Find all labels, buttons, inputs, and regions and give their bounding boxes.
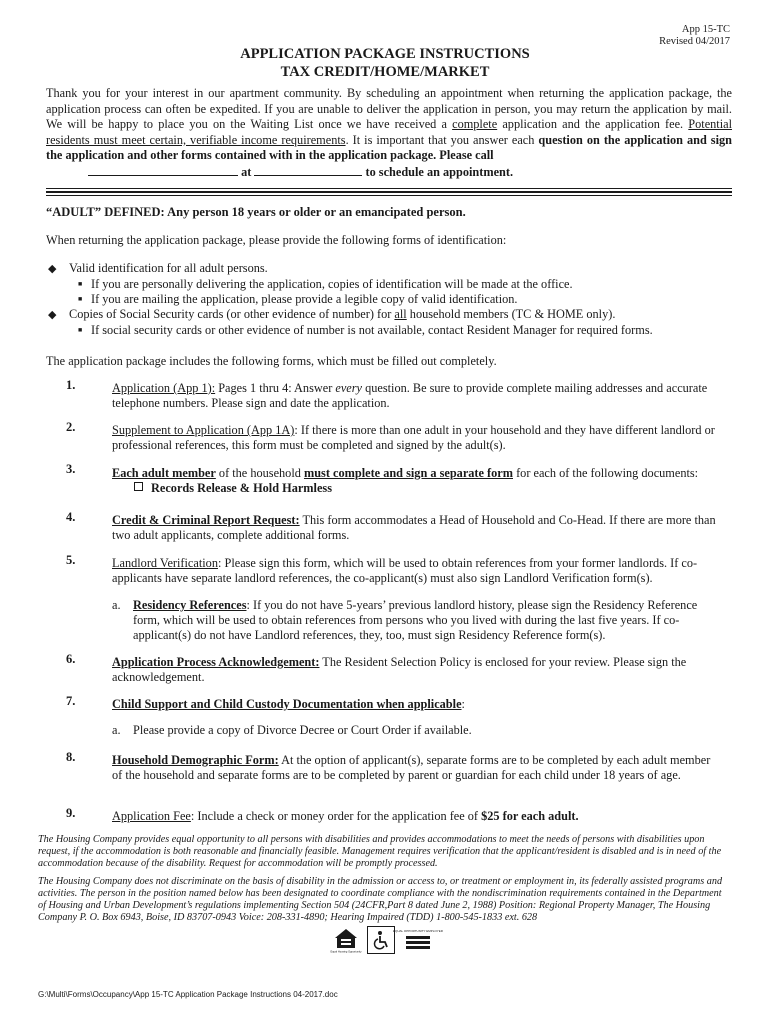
item-number: 5.: [66, 553, 76, 567]
svg-text:EQUAL OPPORTUNITY EMPLOYER: EQUAL OPPORTUNITY EMPLOYER: [393, 929, 443, 933]
item-number: 2.: [66, 420, 76, 434]
item-application: Application (App 1): Pages 1 thru 4: Answer every question. Be sure to provide complete mailing addresses and accurate telephone numbers. Please sign and date the application.: [112, 381, 708, 410]
sub-label: a.: [112, 723, 121, 737]
complete-word: complete: [452, 117, 498, 132]
item-number: 3.: [66, 462, 76, 476]
time-blank[interactable]: [254, 164, 362, 176]
item-acknowledgement: Application Process Acknowledgement: The Resident Selection Policy is enclosed for your review. Please sign the acknowledgement.: [112, 655, 687, 684]
item-application-fee: Application Fee: Include a check or money order for the application fee of $25 for each adult.: [112, 809, 579, 823]
intro-bold-text: question on the application and sign the application and other forms contained with in the application package. Please call: [46, 132, 732, 163]
intro-paragraph: [46, 86, 732, 181]
intro-text-1: Thank you for your interest in our apartment community. By scheduling an appointment when returning the application package, the application process can often be expedited. If you are unable to deliver the application in person, you may return the application by mail. We will be happy to place you on the Waiting List once we have received a: [46, 86, 732, 132]
schedule-text: to schedule an appointment.: [365, 164, 514, 179]
at-word: at: [241, 164, 252, 179]
item-number: 6.: [66, 652, 76, 666]
identification-lead: When returning the application package, please provide the following forms of identification:: [46, 233, 507, 247]
accommodation-statement: The Housing Company provides equal opportunity to all persons with disabilities and provides accommodations to meet the needs of persons with disabilities upon request, if the accommodation is both reasonable and financially feasible. Management requires verification that the applicant/resident is disabled and is in need of the accommodation because of the disability. Request for accommodation will be promptly processed.: [38, 834, 722, 869]
square-bullet-icon: ■: [78, 280, 83, 288]
item-supplement: Supplement to Application (App 1A): If there is more than one adult in your household and they have different landlord or professional references, this form must be completed and signed by the adult(s).: [112, 423, 715, 452]
item-credit-criminal: Credit & Criminal Report Request: This form accommodates a Head of Household and Co-Head. If there are more than two adult applicants, complete additional forms.: [112, 513, 716, 542]
item-landlord-verification: Landlord Verification: Please sign this form, which will be used to obtain references from your former landlords. If co-applicants have separate landlord references, the co-applicant(s) must also sign Landlord Verification form(s).: [112, 556, 698, 585]
nondiscrimination-statement: The Housing Company does not discriminate on the basis of disability in the admission or access to, or treatment or employment in, its federally assisted programs and activities. The person in the position named below has been designated to coordinate compliance with the nondiscrimination requirements contained in the Department of Housing and Urban Development’s regulations implementing Section 504 (24CFR,Part 8 dated June 2, 1988) Position: Regional Property Manager, The Housing Company P. O. Box 6943, Boise, ID 83707-0943 Voice: 208-331-4890; Hearing Impaired (TDD) 1-800-545-1833 ext. 628: [38, 876, 723, 923]
section-divider: [46, 188, 732, 198]
adult-definition: “ADULT” DEFINED: Any person 18 years or older or an emancipated person.: [46, 205, 466, 219]
svg-text:Equal Housing Opportunity: Equal Housing Opportunity: [330, 950, 362, 954]
item-number: 1.: [66, 378, 76, 392]
title-line-2: TAX CREDIT/HOME/MARKET: [280, 64, 490, 80]
intro-text-3: . It is important that you answer each: [345, 132, 539, 147]
item-residency-references: Residency References: If you do not have 5-years’ previous landlord history, please sign the Residency Reference form, which will be used to obtain references from persons who you lived with during the last five years. If co-applicant(s) do not have Landlord references, they, too, must sign Residency Reference form(s).: [133, 598, 698, 642]
item-adult-member: Each adult member of the household must complete and sign a separate form for each of the following documents: Records Release & Hold Harmless: [112, 466, 699, 495]
square-bullet-icon: ■: [78, 326, 83, 334]
item-child-support: Child Support and Child Custody Documentation when applicable:: [112, 697, 465, 711]
diamond-bullet-icon: ◆: [48, 309, 57, 321]
item-number: 7.: [66, 694, 76, 708]
title-line-1: APPLICATION PACKAGE INSTRUCTIONS: [240, 46, 530, 62]
item-child-support-sub: Please provide a copy of Divorce Decree or Court Order if available.: [133, 723, 472, 737]
item-demographic-form: Household Demographic Form: At the option of applicant(s), separate forms are to be completed by each adult member of the household and separate forms are to be completed by parent or guardian for each child under 18 years of age.: [112, 753, 711, 782]
id-bullet-2: Copies of Social Security cards (or other evidence of number) for all household members (TC & HOME only).: [69, 307, 616, 321]
file-path-footer: G:\Multi\Forms\Occupancy\App 15-TC Application Package Instructions 04-2017.doc: [38, 990, 338, 999]
equal-opportunity-employer-icon: [393, 927, 443, 953]
sub-label: a.: [112, 598, 121, 612]
id-bullet-1-sub-1: If you are personally delivering the application, copies of identification will be made at the office.: [91, 277, 573, 291]
item-number: 8.: [66, 750, 76, 764]
equal-housing-opportunity-icon: [330, 927, 362, 954]
income-requirements: Potential residents must meet certain, verifiable income requirements: [46, 117, 733, 147]
checkbox-icon[interactable]: [134, 482, 143, 491]
item-number: 4.: [66, 510, 76, 524]
compliance-logos: [330, 926, 443, 954]
intro-text-2: application and the application fee.: [497, 117, 689, 132]
diamond-bullet-icon: ◆: [48, 263, 57, 275]
item-number: 9.: [66, 806, 76, 820]
app-code: App 15-TC: [681, 24, 730, 35]
id-bullet-1: Valid identification for all adult persons.: [69, 261, 268, 275]
accessibility-icon: [367, 926, 395, 954]
page-title: [0, 45, 770, 81]
id-bullet-1-sub-2: If you are mailing the application, please provide a legible copy of valid identification.: [91, 292, 518, 306]
revision-date: Revised 04/2017: [659, 36, 730, 47]
phone-blank[interactable]: [88, 164, 238, 176]
forms-lead: The application package includes the following forms, which must be filled out completely.: [46, 354, 497, 368]
square-bullet-icon: ■: [78, 295, 83, 303]
id-bullet-2-sub-1: If social security cards or other evidence of number is not available, contact Resident Manager for required forms.: [91, 323, 653, 337]
